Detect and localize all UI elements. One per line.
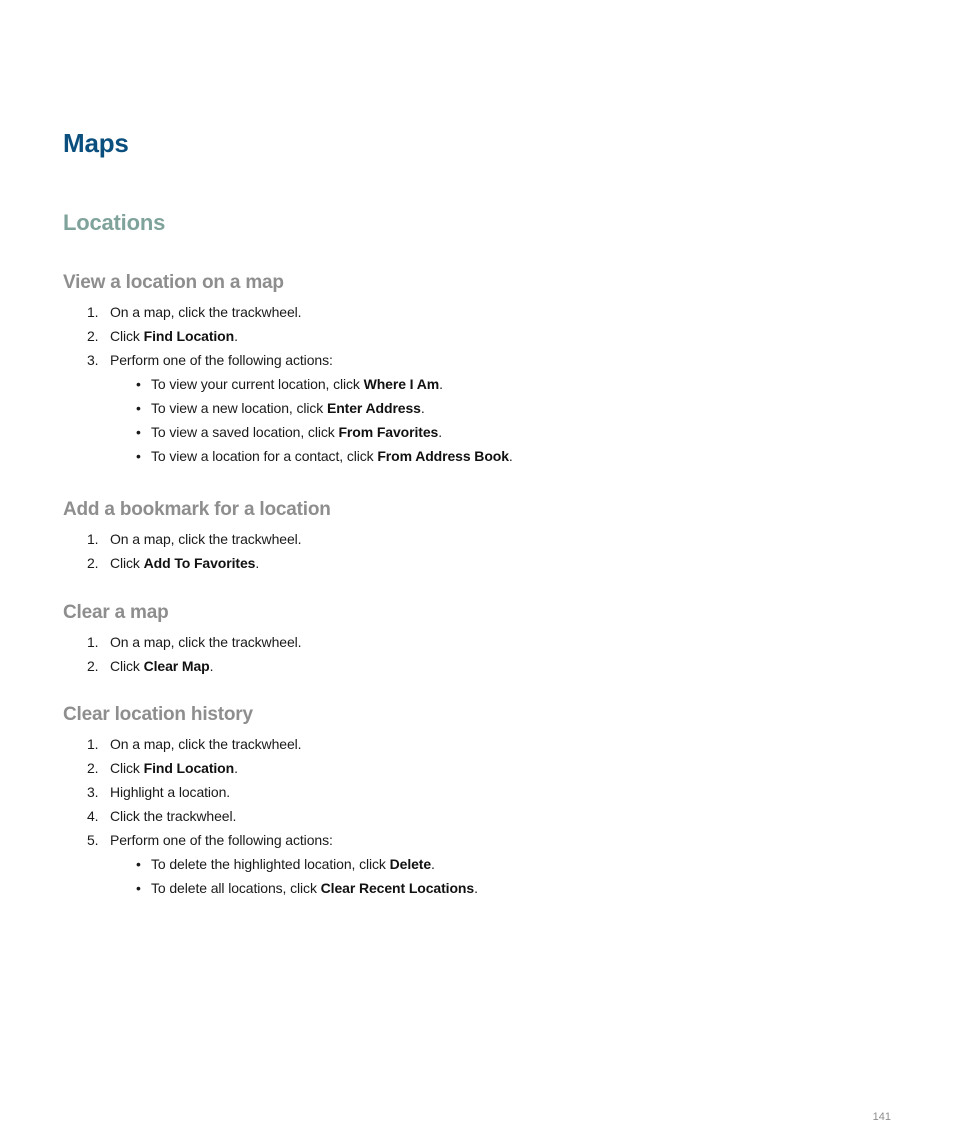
step-number: 5. [87,832,99,848]
list-item [63,732,883,756]
ui-term: Find Location [143,328,235,344]
step-text: Click [110,328,144,344]
section-heading: Add a bookmark for a location [63,499,331,520]
bullet-list [110,372,883,468]
ui-term: Delete [389,856,432,872]
step-text: Perform one of the following actions: [110,352,333,368]
bullet-icon: • [136,400,141,416]
ui-term: From Address Book [377,448,509,464]
bullet-item [110,420,883,444]
bullet-icon: • [136,880,141,896]
list-item [63,756,883,780]
bullet-text-end: . [438,424,442,440]
bullet-item [110,444,883,468]
bullet-item [110,852,883,876]
step-text: Click the trackwheel. [110,808,237,824]
bullet-text-end: . [420,400,425,416]
step-text-end: . [209,658,214,674]
bullet-icon: • [136,424,141,440]
bullet-item [110,372,883,396]
bullet-text-end: . [431,856,435,872]
section-view-location [63,269,883,468]
list-item [63,828,883,900]
step-number: 2. [87,555,99,571]
bullet-text-end: . [439,376,443,392]
step-number: 1. [87,736,99,752]
list-item [63,780,883,804]
list-item [63,527,883,551]
list-item [63,348,883,468]
step-text: Perform one of the following actions: [110,832,333,848]
step-number: 1. [87,531,99,547]
step-number: 1. [87,304,99,320]
ui-term: Enter Address [326,400,421,416]
bullet-text: To view a new location, click [151,400,327,416]
step-text: On a map, click the trackwheel. [110,304,302,320]
step-text: Click [110,555,144,571]
step-number: 2. [87,760,99,776]
step-number: 2. [87,328,99,344]
step-number: 2. [87,658,99,674]
bullet-text: To delete all locations, click [151,880,321,896]
ui-term: From Favorites [338,424,439,440]
bullet-list [110,852,883,900]
section-heading: Clear location history [63,704,253,725]
step-text-end: . [255,555,260,571]
step-text-end: . [234,328,238,344]
steps-list [63,300,883,468]
bullet-item [110,396,883,420]
step-number: 3. [87,352,99,368]
bullet-icon: • [136,376,141,392]
ui-term: Clear Recent Locations [320,880,475,896]
step-text: Click [110,760,144,776]
bullet-icon: • [136,856,141,872]
bullet-text-end: . [508,448,513,464]
section-heading: View a location on a map [63,272,284,293]
page-number: 141 [872,1111,891,1123]
step-text-end: . [234,760,238,776]
bullet-text-end: . [474,880,478,896]
steps-list [63,630,883,678]
steps-list [63,527,883,575]
bullet-text: To view a location for a contact, click [151,448,378,464]
step-number: 1. [87,634,99,650]
step-text: On a map, click the trackwheel. [110,634,302,650]
step-text: Click [110,658,144,674]
bullet-text: To view your current location, click [151,376,364,392]
section-clear-map [63,599,883,678]
page-title: Maps [63,128,129,158]
ui-term: Where I Am [363,376,440,392]
list-item [63,551,883,575]
bullet-text: To view a saved location, click [151,424,339,440]
list-item [63,324,883,348]
step-number: 4. [87,808,99,824]
ui-term: Clear Map [143,658,210,674]
section-heading: Clear a map [63,602,169,623]
bullet-icon: • [136,448,141,464]
bullet-text: To delete the highlighted location, click [151,856,390,872]
step-number: 3. [87,784,99,800]
section-clear-location-history [63,701,883,900]
section-title-locations: Locations [63,210,166,235]
step-text: On a map, click the trackwheel. [110,736,302,752]
bullet-item [110,876,883,900]
step-text: Highlight a location. [110,784,231,800]
ui-term: Add To Favorites [143,555,256,571]
step-text: On a map, click the trackwheel. [110,531,302,547]
list-item [63,654,883,678]
list-item [63,300,883,324]
list-item [63,804,883,828]
section-add-bookmark [63,496,883,575]
ui-term: Find Location [143,760,235,776]
steps-list [63,732,883,900]
list-item [63,630,883,654]
